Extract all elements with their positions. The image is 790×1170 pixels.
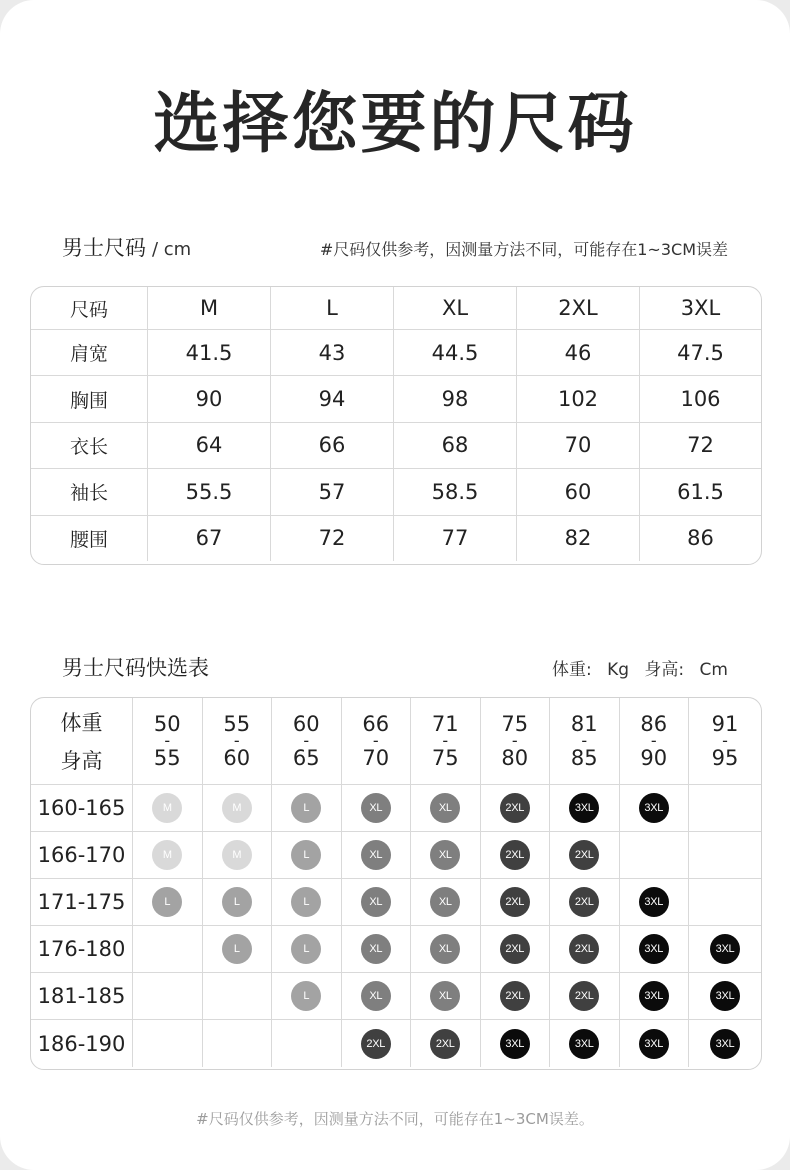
size-cell	[132, 973, 202, 1019]
size-table-row	[31, 515, 761, 561]
size-cell	[202, 785, 272, 831]
size-badge: 3XL	[639, 793, 669, 823]
weight-to: 60	[223, 746, 251, 770]
size-badge: 3XL	[569, 793, 599, 823]
size-badge: M	[222, 793, 252, 823]
size-badge: M	[152, 840, 182, 870]
size-chart-note: #尺码仅供参考，因测量方法不同，可能存在1~3CM误差	[319, 240, 728, 259]
height-header-label: 身高	[60, 749, 103, 774]
size-cell	[132, 926, 202, 972]
size-cell	[619, 785, 689, 831]
weight-from: 66	[362, 712, 390, 736]
measurement-value: 90	[147, 376, 270, 421]
measurement-value: 72	[639, 423, 761, 468]
weight-header-label: 体重	[60, 710, 103, 735]
weight-range-dash: -	[303, 731, 310, 750]
size-cell	[480, 973, 550, 1019]
size-cell	[271, 879, 341, 925]
size-cell	[202, 879, 272, 925]
size-cell	[271, 973, 341, 1019]
size-header-label: 尺码	[69, 298, 108, 321]
size-badge: XL	[361, 887, 391, 917]
size-badge: 3XL	[639, 1029, 669, 1059]
measurement-value: 64	[147, 423, 270, 468]
size-badge: 3XL	[710, 934, 740, 964]
size-table-row	[31, 422, 761, 468]
size-badge: 3XL	[639, 981, 669, 1011]
weight-to: 80	[501, 746, 529, 770]
size-cell	[410, 832, 480, 878]
quick-table-row	[31, 972, 761, 1019]
size-cell	[480, 832, 550, 878]
height-range-label: 160-165	[37, 796, 126, 821]
size-badge: M	[152, 793, 182, 823]
measurement-label: 腰围	[69, 528, 108, 551]
weight-range-header	[202, 698, 272, 784]
height-range-label: 166-170	[37, 843, 126, 868]
measurement-value: 70	[516, 423, 639, 468]
size-badge: 3XL	[569, 1029, 599, 1059]
measurement-label: 袖长	[69, 482, 108, 505]
size-cell	[480, 785, 550, 831]
size-badge: 2XL	[361, 1029, 391, 1059]
size-badge: 3XL	[710, 981, 740, 1011]
size-cell	[549, 926, 619, 972]
footer-note: #尺码仅供参考，因测量方法不同，可能存在1~3CM误差。	[196, 1110, 594, 1128]
size-header-cell: M	[147, 287, 270, 329]
measurement-value: 41.5	[147, 330, 270, 375]
size-cell	[619, 1020, 689, 1066]
quick-table-row	[31, 784, 761, 831]
weight-range-header	[549, 698, 619, 784]
size-badge: L	[291, 887, 321, 917]
size-cell	[271, 1020, 341, 1066]
size-cell	[619, 832, 689, 878]
size-badge: M	[222, 840, 252, 870]
quick-table-row	[31, 925, 761, 972]
weight-to: 65	[292, 746, 320, 770]
quick-table-row	[31, 878, 761, 925]
height-range-label: 171-175	[37, 890, 126, 915]
measurement-value: 60	[516, 469, 639, 514]
weight-height-header	[31, 698, 132, 784]
weight-range-dash: -	[581, 731, 588, 750]
weight-range-header	[341, 698, 411, 784]
weight-from: 60	[292, 712, 320, 736]
size-chart-table	[30, 286, 762, 565]
measurement-value: 58.5	[393, 469, 516, 514]
measurement-value: 68	[393, 423, 516, 468]
size-badge: XL	[430, 934, 460, 964]
size-badge: 2XL	[500, 840, 530, 870]
size-header-cell: XL	[393, 287, 516, 329]
size-badge: XL	[430, 981, 460, 1011]
weight-range-header	[688, 698, 761, 784]
size-cell	[341, 926, 411, 972]
size-badge: L	[291, 981, 321, 1011]
size-cell	[688, 926, 761, 972]
weight-to: 70	[362, 746, 390, 770]
size-badge: 2XL	[569, 840, 599, 870]
size-cell	[202, 1020, 272, 1066]
size-cell	[410, 879, 480, 925]
size-cell	[271, 785, 341, 831]
weight-from: 55	[223, 712, 251, 736]
size-cell	[688, 832, 761, 878]
measurement-label: 胸围	[69, 389, 108, 412]
size-badge: 2XL	[569, 934, 599, 964]
size-cell	[271, 926, 341, 972]
size-chart-title: 男士尺码	[62, 236, 146, 260]
quick-chart-header	[62, 652, 728, 682]
page-title: 选择您要的尺码	[153, 85, 637, 162]
weight-to: 75	[431, 746, 459, 770]
quick-table-row	[31, 1019, 761, 1066]
size-badge: XL	[361, 981, 391, 1011]
weight-range-dash: -	[722, 731, 728, 750]
size-table-row	[31, 468, 761, 514]
measurement-label: 衣长	[69, 435, 108, 458]
measurement-value: 47.5	[639, 330, 761, 375]
size-badge: 2XL	[500, 934, 530, 964]
size-cell	[480, 926, 550, 972]
size-cell	[480, 879, 550, 925]
weight-to: 90	[640, 746, 668, 770]
size-cell	[132, 879, 202, 925]
size-cell	[549, 785, 619, 831]
weight-range-dash: -	[442, 731, 449, 750]
size-badge: XL	[361, 840, 391, 870]
size-badge: L	[291, 840, 321, 870]
weight-from: 75	[501, 712, 529, 736]
size-cell	[688, 879, 761, 925]
size-cell	[410, 973, 480, 1019]
weight-to: 55	[153, 746, 181, 770]
size-chart-header	[62, 232, 728, 262]
measurement-value: 82	[516, 516, 639, 561]
size-badge: 2XL	[500, 793, 530, 823]
size-cell	[688, 785, 761, 831]
weight-range-dash: -	[164, 731, 171, 750]
size-badge: L	[222, 934, 252, 964]
weight-range-dash: -	[233, 731, 240, 750]
size-cell	[341, 832, 411, 878]
height-range-label: 181-185	[37, 984, 126, 1009]
measurement-label: 肩宽	[69, 343, 108, 366]
quick-chart-units: 体重: Kg 身高: Cm	[551, 660, 728, 680]
weight-range-header	[480, 698, 550, 784]
measurement-value: 66	[270, 423, 393, 468]
size-badge: XL	[430, 793, 460, 823]
size-badge: 2XL	[569, 981, 599, 1011]
size-badge: 2XL	[569, 887, 599, 917]
measurement-value: 98	[393, 376, 516, 421]
size-chart-title-group	[62, 232, 191, 262]
height-range-label: 186-190	[37, 1031, 126, 1056]
measurement-value: 72	[270, 516, 393, 561]
size-cell	[341, 785, 411, 831]
size-cell	[619, 973, 689, 1019]
size-table-row	[31, 375, 761, 421]
measurement-value: 46	[516, 330, 639, 375]
size-cell	[619, 879, 689, 925]
size-cell	[271, 832, 341, 878]
size-badge: 3XL	[710, 1029, 740, 1059]
weight-range-dash: -	[511, 731, 518, 750]
weight-from: 81	[570, 712, 598, 736]
size-badge: L	[291, 793, 321, 823]
measurement-value: 106	[639, 376, 761, 421]
size-chart-unit: / cm	[152, 239, 192, 260]
size-cell	[132, 1020, 202, 1066]
size-cell	[688, 1020, 761, 1066]
size-cell	[202, 926, 272, 972]
weight-to: 85	[570, 746, 598, 770]
size-cell	[341, 973, 411, 1019]
size-table-row	[31, 329, 761, 375]
size-badge: XL	[361, 793, 391, 823]
weight-range-dash: -	[650, 731, 657, 750]
size-header-cell: L	[270, 287, 393, 329]
size-badge: L	[291, 934, 321, 964]
size-cell	[410, 926, 480, 972]
size-cell	[132, 785, 202, 831]
size-cell	[619, 926, 689, 972]
quick-size-table	[30, 697, 762, 1070]
measurement-value: 77	[393, 516, 516, 561]
weight-range-header	[619, 698, 689, 784]
quick-table-row	[31, 831, 761, 878]
weight-from: 86	[640, 712, 668, 736]
size-cell	[202, 832, 272, 878]
weight-range-header	[410, 698, 480, 784]
size-cell	[132, 832, 202, 878]
weight-range-dash: -	[372, 731, 379, 750]
size-badge: 3XL	[500, 1029, 530, 1059]
size-cell	[410, 1020, 480, 1066]
weight-from: 71	[431, 712, 459, 736]
size-cell	[410, 785, 480, 831]
size-cell	[549, 973, 619, 1019]
measurement-value: 44.5	[393, 330, 516, 375]
size-badge: 2XL	[500, 887, 530, 917]
size-cell	[341, 879, 411, 925]
weight-range-header	[132, 698, 202, 784]
measurement-value: 94	[270, 376, 393, 421]
height-range-label: 176-180	[37, 937, 126, 962]
size-table-header-row	[31, 287, 761, 329]
measurement-value: 61.5	[639, 469, 761, 514]
size-badge: L	[222, 887, 252, 917]
measurement-value: 57	[270, 469, 393, 514]
measurement-value: 43	[270, 330, 393, 375]
size-cell	[549, 1020, 619, 1066]
size-badge: 3XL	[639, 887, 669, 917]
size-badge: L	[152, 887, 182, 917]
size-badge: XL	[430, 840, 460, 870]
quick-chart-title: 男士尺码快选表	[62, 656, 209, 680]
size-cell	[341, 1020, 411, 1066]
weight-from: 50	[153, 712, 181, 736]
size-cell	[202, 973, 272, 1019]
measurement-value: 102	[516, 376, 639, 421]
size-header-cell: 3XL	[639, 287, 761, 329]
size-badge: 3XL	[639, 934, 669, 964]
size-header-cell: 2XL	[516, 287, 639, 329]
weight-range-header	[271, 698, 341, 784]
measurement-value: 67	[147, 516, 270, 561]
size-badge: XL	[361, 934, 391, 964]
size-cell	[549, 832, 619, 878]
size-badge: 2XL	[430, 1029, 460, 1059]
quick-table-header-row	[31, 698, 761, 784]
weight-from: 91	[711, 712, 739, 736]
size-badge: 2XL	[500, 981, 530, 1011]
size-badge: XL	[430, 887, 460, 917]
size-cell	[549, 879, 619, 925]
size-cell	[480, 1020, 550, 1066]
measurement-value: 86	[639, 516, 761, 561]
measurement-value: 55.5	[147, 469, 270, 514]
weight-to: 95	[711, 746, 739, 770]
size-cell	[688, 973, 761, 1019]
